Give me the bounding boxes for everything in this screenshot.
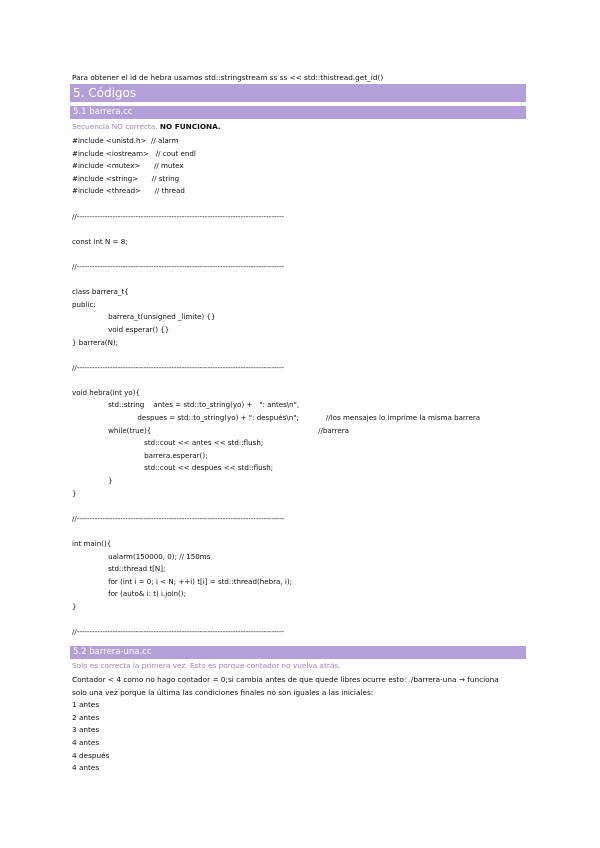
text-block-barrera-una (72, 674, 499, 775)
code-line: void hebra(int yo){ (72, 387, 140, 397)
code-line: void esperar() {} (72, 324, 170, 334)
note-barrera (72, 122, 221, 131)
code-line: } (72, 601, 77, 611)
code-line: } (72, 476, 113, 486)
intro-line: Para obtener el id de hebra usamos std::stringstream ss ss << std::thistread.get_id() (72, 73, 384, 82)
text-line: 2 antes (72, 712, 100, 722)
text-line: solo una vez porque la última las condiciones finales no son iguales a las iniciales: (72, 687, 374, 697)
code-line: //--------------------------------------------------------------------------------- (72, 513, 285, 523)
code-line (72, 198, 480, 211)
text-line: 4 antes (72, 737, 100, 747)
code-line: while(true){ //barrera (72, 425, 349, 435)
text-line: 4 después (72, 750, 110, 760)
code-line (72, 500, 480, 513)
code-line: std::thread t[N]; (72, 564, 166, 574)
code-line: #include <mutex> // mutex (72, 161, 184, 171)
code-line: //--------------------------------------------------------------------------------- (72, 362, 285, 372)
subsection-heading-barrera: 5.1 barrera.cc (70, 106, 526, 119)
code-line: } barrera(N); (72, 337, 119, 347)
code-line: #include <iostream> // cout endl (72, 148, 196, 158)
note-colored: Secuencia NO correcta. (72, 122, 160, 131)
code-line (72, 349, 480, 362)
code-line (72, 614, 480, 627)
section-heading: 5. Códigos (70, 84, 526, 102)
code-block-barrera (72, 135, 480, 639)
note-barrera-una: Solo es correcta la primera vez. Esto es porque contador no vuelva atrás. (72, 661, 341, 670)
code-line: ualarm(150000, 0); // 150ms (72, 551, 211, 561)
text-line: 4 antes (72, 763, 100, 773)
code-line (72, 223, 480, 236)
code-line: const int N = 8; (72, 236, 128, 246)
subsection-heading-barrera-una: 5.2 barrera-una.cc (70, 646, 526, 659)
code-line: #include <thread> // thread (72, 186, 185, 196)
code-line (72, 248, 480, 261)
text-line: Contador < 4 como no hago contador = 0;si cambia antes de que quede libres ocurre esto: ./barrera-una → funciona (72, 675, 499, 684)
code-line: std::cout << antes << std::flush; (72, 438, 264, 448)
text-line: 3 antes (72, 725, 100, 735)
code-line: despues = std::to_string(yo) + ": después\n"; //los mensajes lo imprime la misma barrera (72, 413, 481, 423)
code-line: std::string antes = std::to_string(yo) + ": antes\n", (72, 400, 300, 410)
code-line: #include <string> // string (72, 173, 180, 183)
code-line (72, 374, 480, 387)
code-line (72, 525, 480, 538)
code-line: std::cout << despues << std::flush; (72, 463, 274, 473)
code-line: //--------------------------------------------------------------------------------- (72, 261, 285, 271)
code-line: //--------------------------------------------------------------------------------- (72, 211, 285, 221)
code-line: class barrera_t{ (72, 287, 129, 297)
code-line: //--------------------------------------------------------------------------------- (72, 627, 285, 637)
code-line: } (72, 488, 77, 498)
code-line: for (auto& i: t) i.join(); (72, 589, 186, 599)
code-line: int main(){ (72, 539, 112, 548)
code-line: #include <unistd.h> // alarm (72, 136, 179, 145)
text-line: 1 antes (72, 700, 100, 710)
code-line: for (int i = 0; i < N; ++i) t[i] = std::thread(hebra, i); (72, 576, 292, 586)
code-line: barrera_t(unsigned _limite) {} (72, 312, 216, 322)
code-line: barrera.esperar(); (72, 450, 208, 460)
code-line (72, 274, 480, 287)
note-bold: NO FUNCIONA. (159, 122, 221, 131)
code-line: public: (72, 299, 96, 309)
